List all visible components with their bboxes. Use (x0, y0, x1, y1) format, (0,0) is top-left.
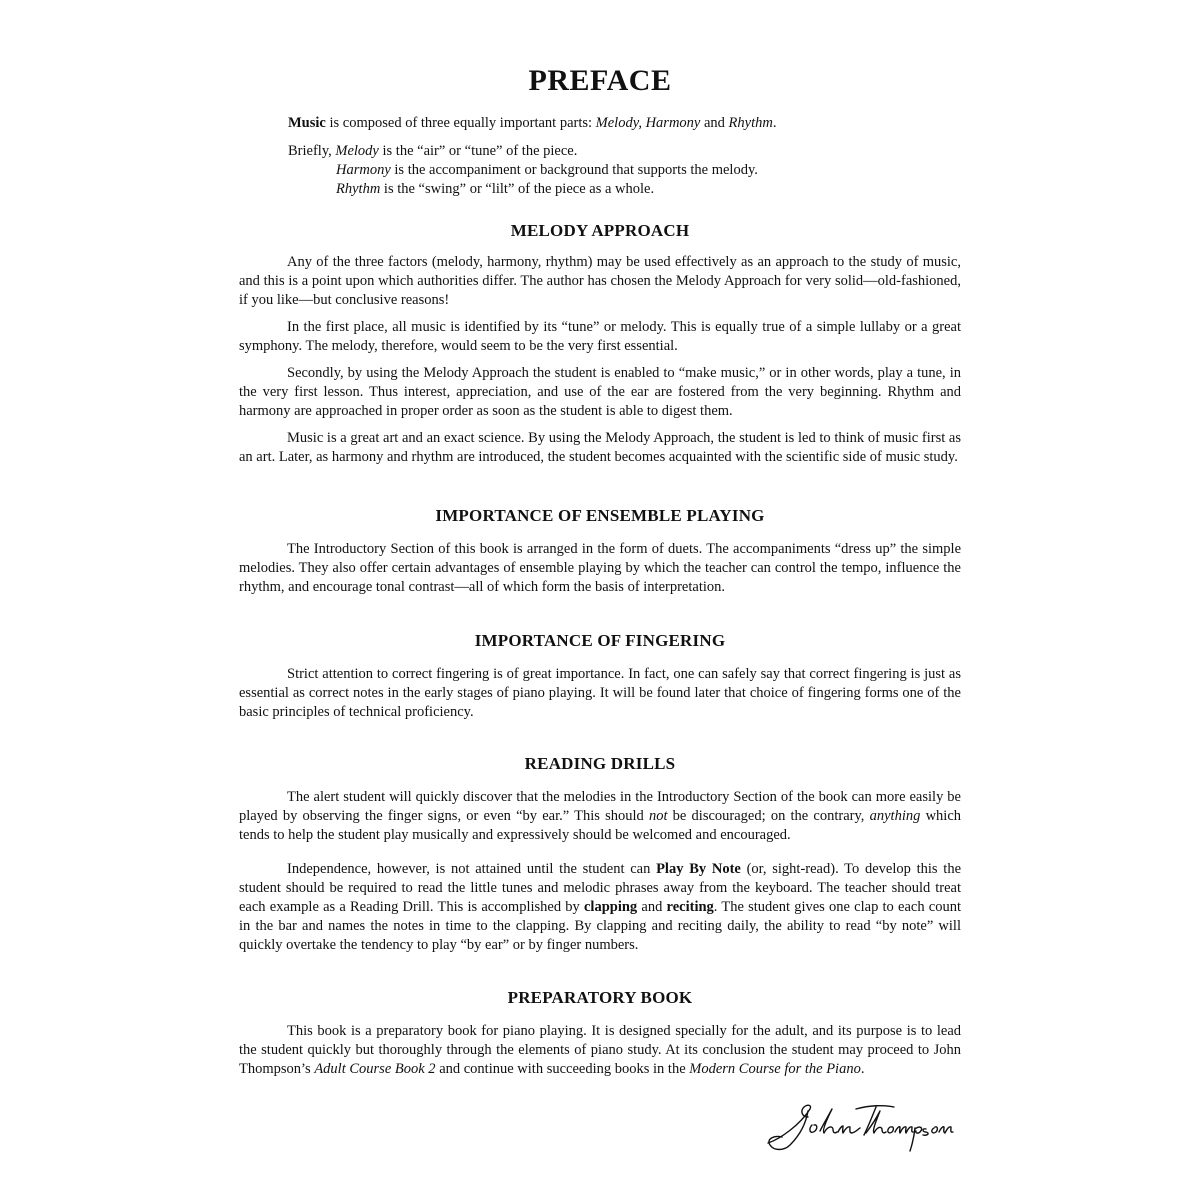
section-reading-drills (239, 753, 961, 955)
music-term: Music (288, 115, 326, 131)
rhythm-def-text: is the “swing” or “lilt” of the piece as a whole. (380, 181, 655, 197)
intro-line-rhythm (288, 180, 948, 199)
ensemble-paragraph: The Introductory Section of this book is arranged in the form of duets. The accompaniments “dress up” the simple melodies. They also offer certain advantages of ensemble playing by which the teacher can control the tempo, influence the rhythm, and encourage tonal contrast—all of which form the basis of interpretation. (239, 541, 961, 595)
heading-preparatory-book: PREPARATORY BOOK (507, 988, 693, 1007)
section-fingering (239, 630, 961, 722)
intro-line-melody (288, 142, 948, 161)
reading-p2-and: and (637, 899, 667, 915)
page-title: PREFACE (528, 64, 672, 97)
reading-p1-text-a: The alert student will quickly discover that the melodies in the Introductory Section of the book can more easily be played by observing the finger signs, or even “by ear.” This should (239, 789, 961, 824)
modern-course-title: Modern Course for the Piano (689, 1061, 861, 1077)
harmony-def-term: Harmony (336, 162, 391, 178)
intro-period: . (772, 115, 777, 131)
play-by-note-bold: Play By Note (656, 861, 741, 877)
reading-p1-text-b: be discouraged; on the contrary, (667, 808, 870, 824)
preparatory-text-a: This book is a preparatory book for piano playing. It is designed specially for the adult, and its purpose is to lead the student quickly but thoroughly through the elements of piano study. At its conclusion the student may proceed to John Thompson’s (239, 1023, 961, 1077)
briefly-text: Briefly, (288, 143, 336, 159)
section-ensemble (239, 505, 961, 597)
melody-paragraph-2: In the first place, all music is identified by its “tune” or melody. This is equally true of a simple lullaby or a great symphony. The melody, therefore, would seem to be the very first essential. (239, 319, 961, 354)
intro-line-harmony (288, 161, 948, 180)
intro-and: and (700, 115, 729, 131)
clapping-bold: clapping (584, 899, 638, 915)
section-preparatory-book (239, 987, 961, 1079)
heading-reading-drills: READING DRILLS (524, 754, 676, 773)
heading-ensemble: IMPORTANCE OF ENSEMBLE PLAYING (435, 506, 765, 525)
reading-not-emphasis: not (648, 808, 668, 824)
intro-line-music (288, 114, 948, 133)
signature-john-thompson (760, 1095, 955, 1157)
reading-p1-text-c: which tends to help the student play musically and expressively should be welcomed and encouraged. (239, 808, 962, 843)
reading-p2-text-a: Independence, however, is not attained until the student can (287, 861, 657, 877)
melody-def-text: is the “air” or “tune” of the piece. (378, 143, 578, 159)
rhythm-def-term: Rhythm (336, 181, 381, 197)
melody-paragraph-1: Any of the three factors (melody, harmony, rhythm) may be used effectively as an approach to the study of music, and this is a point upon which authorities differ. The author has chosen the Melody Approach for very solid—old-fashioned, if you like—but conclusive reasons! (239, 254, 961, 308)
preparatory-paragraph (239, 1022, 961, 1079)
heading-fingering: IMPORTANCE OF FINGERING (474, 631, 726, 650)
reading-anything-emphasis: anything (869, 808, 921, 824)
intro-block (288, 114, 948, 199)
reading-p2-text-b: (or, sight-read). To develop this the student should be required to read the little tunes and melodic phrases away from the keyboard. The teacher should treat each example as a Reading Drill. This is accomplished by (239, 861, 962, 915)
rhythm-term: Rhythm (728, 115, 773, 131)
heading-melody-approach: MELODY APPROACH (510, 221, 690, 240)
preparatory-text-b: and continue with succeeding books in the (435, 1061, 690, 1077)
melody-paragraph-3: Secondly, by using the Melody Approach the student is enabled to “make music,” or in other words, play a tune, in the very first lesson. Thus interest, appreciation, and use of the ear are fostered from the very beginning. Rhythm and harmony are approached in proper order as soon as the student is able to digest them. (239, 365, 961, 419)
preparatory-period: . (860, 1061, 865, 1077)
harmony-def-text: is the accompaniment or background that supports the melody. (390, 162, 758, 178)
reading-paragraph-2 (239, 860, 961, 955)
fingering-paragraph: Strict attention to correct fingering is of great importance. In fact, one can safely say that correct fingering is just as essential as correct notes in the early stages of piano playing. It will be found later that choice of fingering forms one of the basic principles of technical proficiency. (239, 666, 961, 720)
reading-paragraph-1 (239, 788, 961, 845)
intro-text: is composed of three equally important parts: (329, 115, 596, 131)
reading-p2-text-c: . The student gives one clap to each count in the bar and names the notes in time to the clapping. By clapping and reciting daily, the ability to read “by note” will quickly overtake the tendency to play “by ear” or by finger numbers. (239, 899, 961, 953)
melody-paragraph-4: Music is a great art and an exact science. By using the Melody Approach, the student is led to think of music first as an art. Later, as harmony and rhythm are introduced, the student becomes acquainted with the scientific side of music study. (239, 430, 961, 465)
melody-def-term: Melody (335, 143, 379, 159)
adult-course-book-2-title: Adult Course Book 2 (314, 1061, 436, 1077)
melody-harmony-terms: Melody, Harmony (595, 115, 701, 131)
reciting-bold: reciting (666, 899, 714, 915)
section-melody-approach (239, 220, 961, 467)
